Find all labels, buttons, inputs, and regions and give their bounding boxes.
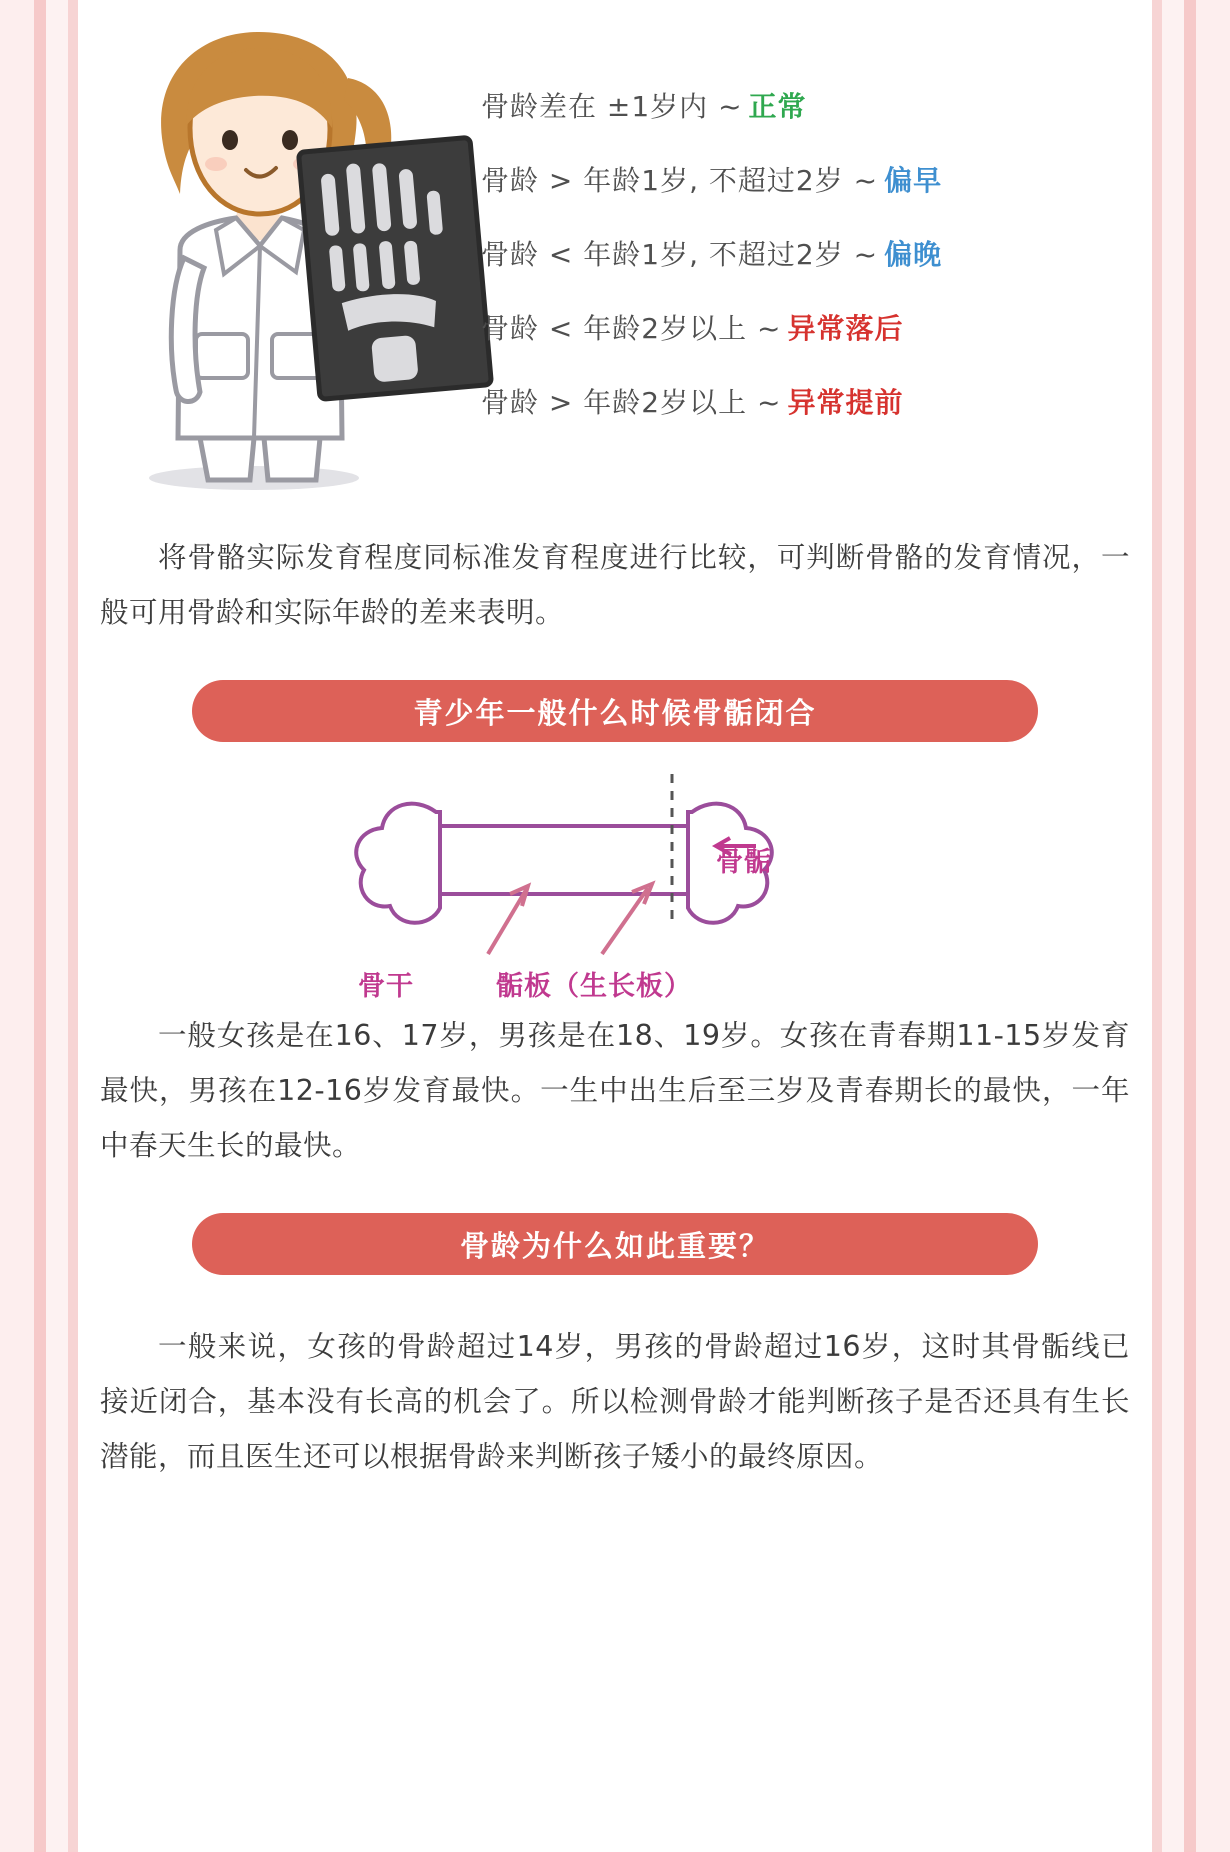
border-stripe [68,0,78,1852]
left-decorative-border [0,0,96,1852]
rule-text: 骨龄差在 ±1岁内 ~ [481,90,743,123]
border-stripe [1184,0,1196,1852]
border-stripe [34,0,46,1852]
label-epiphysis: 骨骺 [716,847,772,878]
border-stripe [46,0,68,1852]
rule-text: 骨龄 > 年龄1岁, 不超过2岁 ~ [481,164,879,197]
rule-item [481,290,1124,364]
paragraph-one: 将骨骼实际发育程度同标准发育程度进行比较，可判断骨骼的发育情况，一般可用骨龄和实际年龄的差来表明。 [100,541,1130,629]
bone-age-rules-illustration [96,14,1134,504]
border-stripe [1162,0,1184,1852]
rule-item [481,216,1124,290]
section-banner-epiphysis-closure: 青少年一般什么时候骨骺闭合 [192,680,1038,742]
border-stripe [1196,0,1230,1852]
paragraph-two: 一般女孩是在16、17岁，男孩是在18、19岁。女孩在青春期11-15岁发育最快，男孩在12-16岁发育最快。一生中出生后至三岁及青春期长的最快，一年中春天生长的最快。 [100,1019,1130,1162]
rule-tag: 异常落后 [787,312,904,345]
label-shaft: 骨干 [358,971,414,1002]
bone-diagram-clip [96,768,1134,1002]
rule-text: 骨龄 > 年龄2岁以上 ~ [481,386,782,419]
border-stripe [1152,0,1162,1852]
rule-text: 骨龄 < 年龄2岁以上 ~ [481,312,782,345]
rule-tag: 正常 [748,90,807,123]
doctor-with-xray-icon [104,18,484,498]
paragraph-three: 一般来说，女孩的骨龄超过14岁，男孩的骨龄超过16岁，这时其骨骺线已接近闭合，基本没有长高的机会了。所以检测骨龄才能判断孩子是否还具有生长潜能，而且医生还可以根据骨龄来判断孩子矮小的最终原因。 [100,1330,1130,1473]
rule-tag: 偏晚 [884,238,943,271]
rule-text: 骨龄 < 年龄1岁, 不超过2岁 ~ [481,238,879,271]
right-decorative-border [1134,0,1230,1852]
border-stripe [78,0,96,1852]
rule-tag: 异常提前 [787,386,904,419]
rule-tag: 偏早 [884,164,943,197]
bone-growth-plate-diagram [96,768,1134,1018]
rule-item [481,142,1124,216]
section-banner-why-important: 骨龄为什么如此重要？ [192,1213,1038,1275]
border-stripe [0,0,34,1852]
bone-age-rule-list [481,68,1124,438]
article-content [96,0,1134,1852]
rule-item [481,364,1124,438]
border-stripe [1134,0,1152,1852]
label-growth-plate: 骺板（生长板） [496,971,692,1002]
rule-item [481,68,1124,142]
